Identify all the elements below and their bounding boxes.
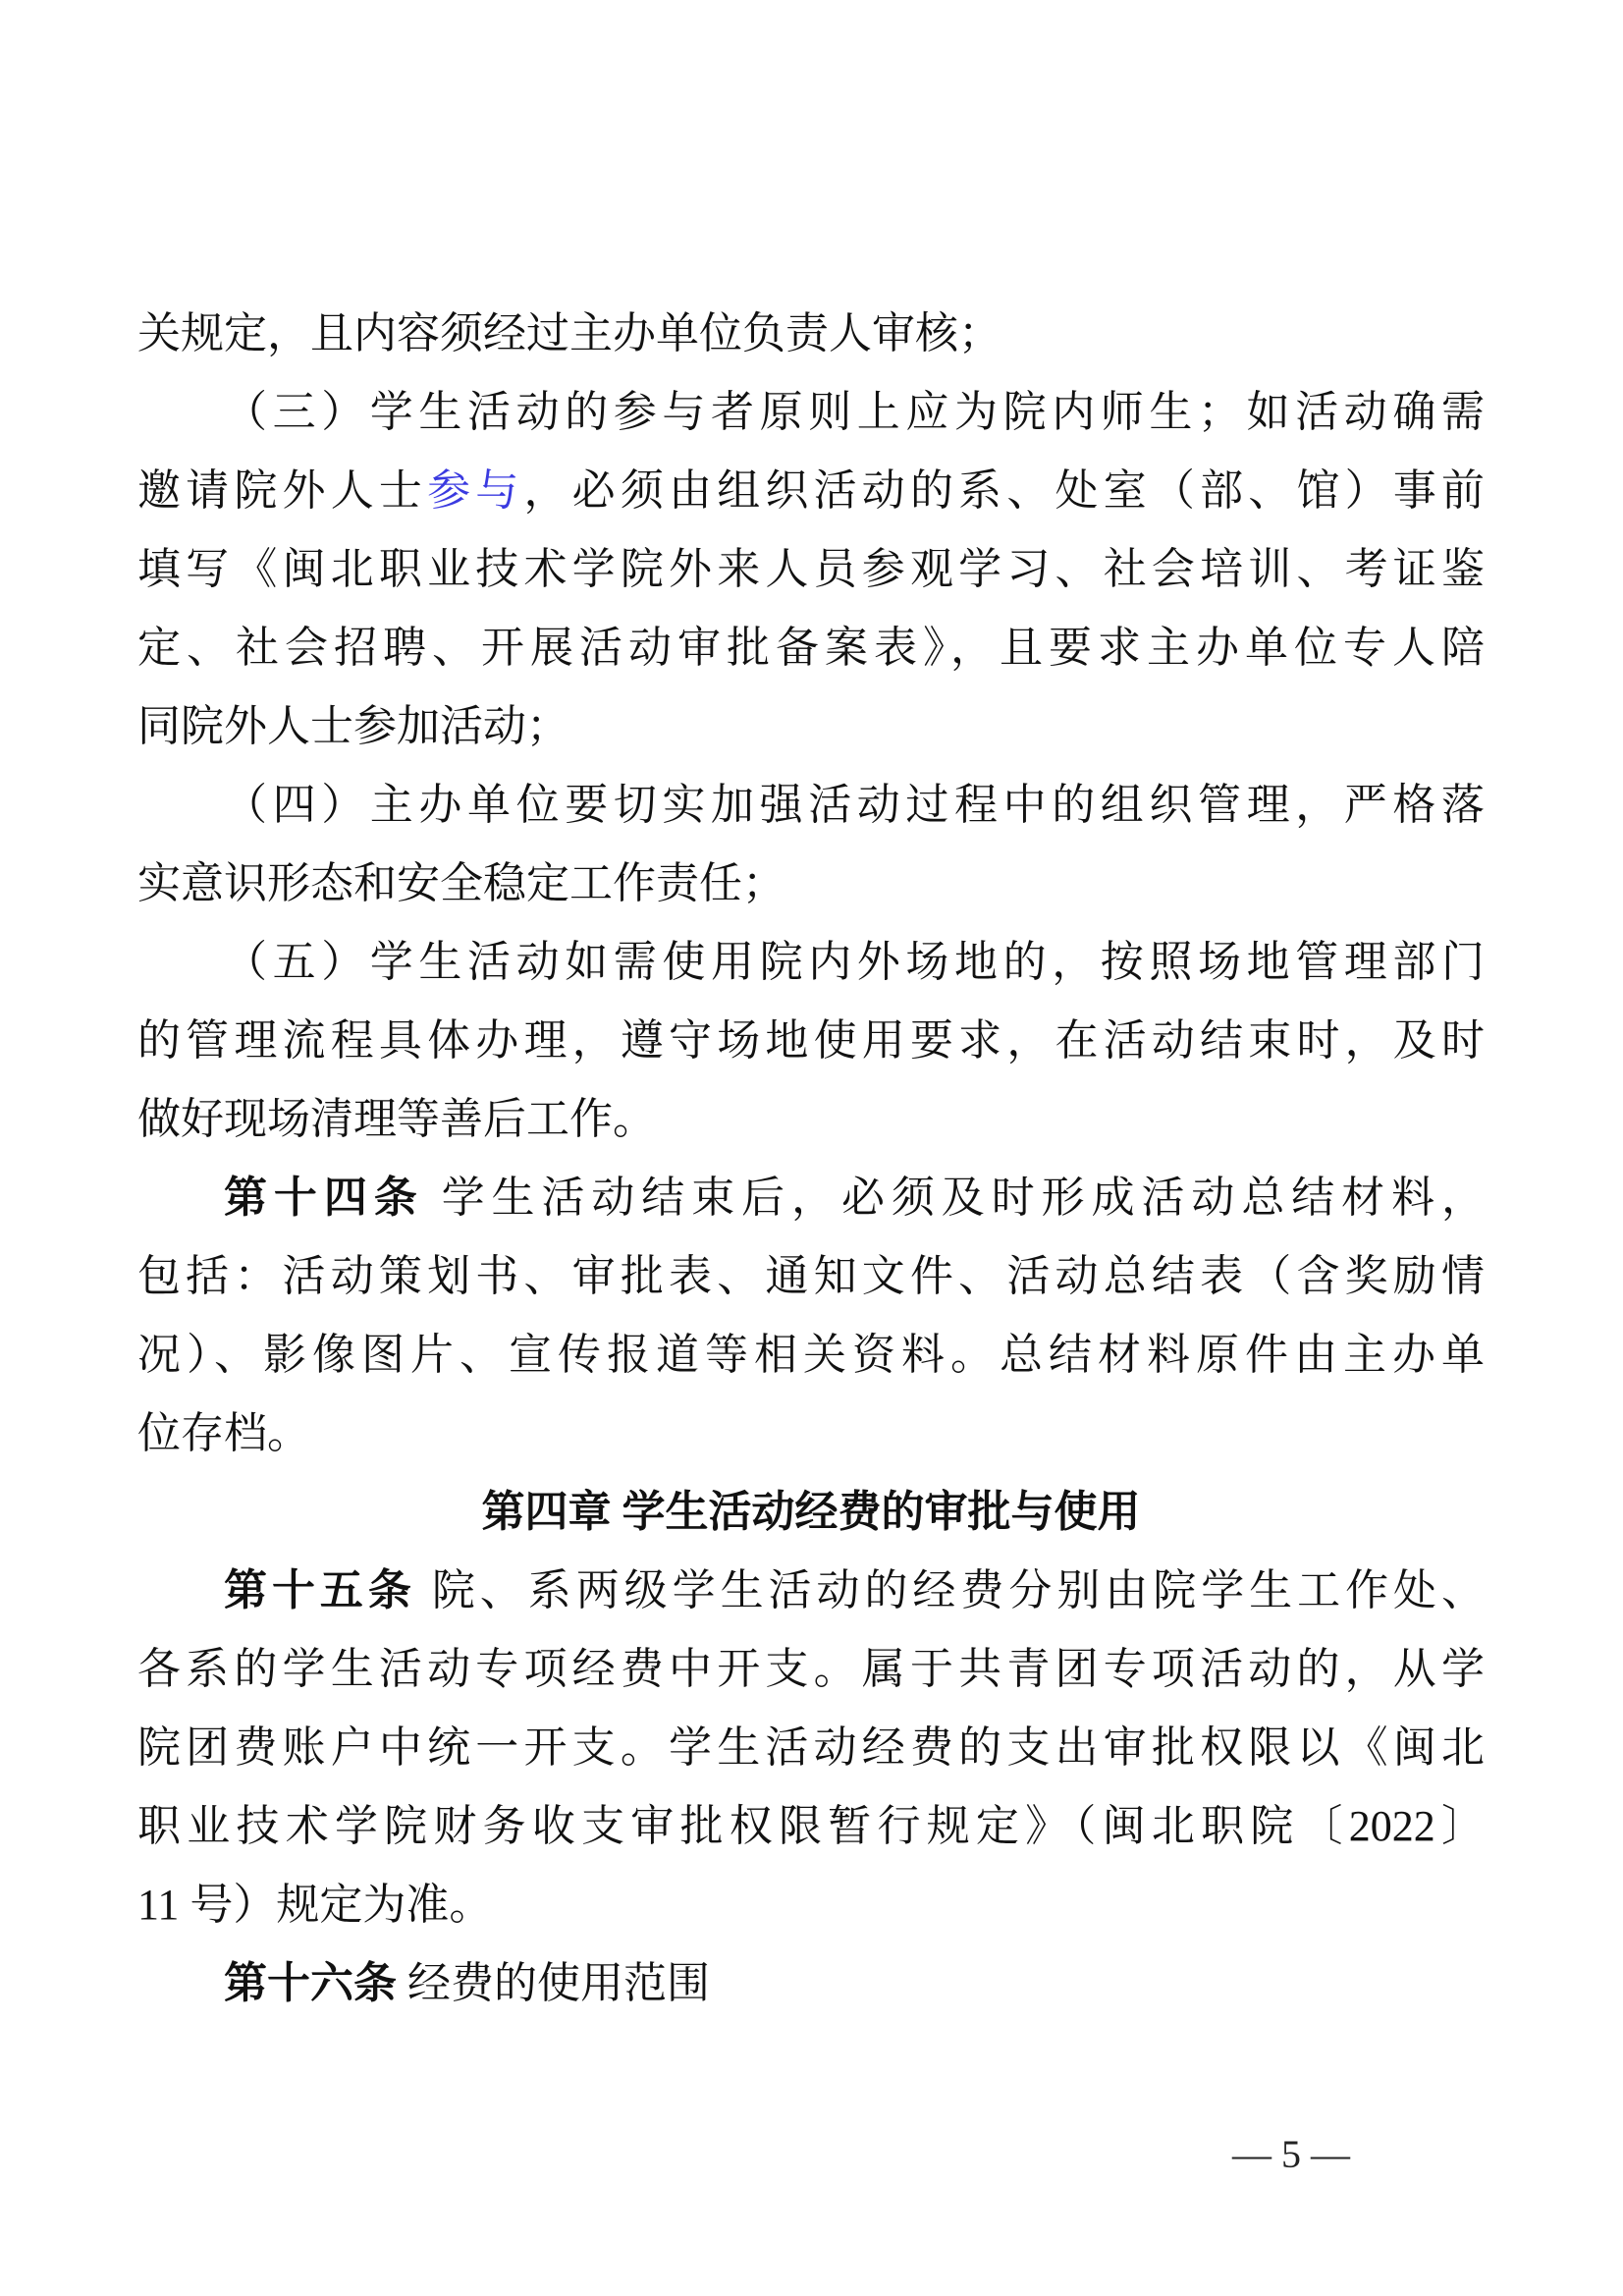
text-line-5: 定、社会招聘、开展活动审批备案表》，且要求主办单位专人陪 <box>137 624 1485 672</box>
article-number-15: 第十五条 <box>224 1566 416 1614</box>
text-line-11: 做好现场清理等善后工作。 <box>137 1095 656 1143</box>
text-line-14: 况）、影像图片、宣传报道等相关资料。总结材料原件由主办单 <box>137 1331 1485 1379</box>
text-line-20: 11 号）规定为准。 <box>137 1881 493 1929</box>
text-line-9: （五）学生活动如需使用院内外场地的，按照场地管理部门 <box>224 938 1485 986</box>
document-body <box>137 295 1485 2023</box>
text-line-21 <box>137 1944 1485 2023</box>
text-line-12-segment: 学生活动结束后，必须及时形成活动总结材料， <box>423 1174 1486 1222</box>
text-line-2: （三）学生活动的参与者原则上应为院内师生；如活动确需 <box>224 388 1485 436</box>
text-line-17: 各系的学生活动专项经费中开支。属于共青团专项活动的，从学 <box>137 1645 1485 1693</box>
article-number-14: 第十四条 <box>224 1174 424 1222</box>
text-line-16-segment: 院、系两级学生活动的经费分别由院学生工作处、 <box>415 1566 1486 1614</box>
text-line-18: 院团费账户中统一开支。学生活动经费的支出审批权限以《闽北 <box>137 1723 1485 1772</box>
text-line-3 <box>137 452 1485 530</box>
text-line-3-segment: 邀请院外人士 <box>137 466 428 515</box>
text-line-4: 填写《闽北职业技术学院外来人员参观学习、社会培训、考证鉴 <box>137 545 1485 593</box>
text-line-6: 同院外人士参加活动； <box>137 702 569 750</box>
text-line-3-segment: ，必须由组织活动的系、处室（部、馆）事前 <box>523 466 1486 515</box>
text-line-21-segment: 经费的使用范围 <box>397 1959 710 2007</box>
text-line-19: 职业技术学院财务收支审批权限暂行规定》（闽北职院〔2022〕 <box>137 1802 1485 1850</box>
inline-link[interactable]: 参与 <box>427 466 524 515</box>
text-line-15: 位存档。 <box>137 1409 310 1457</box>
text-line-1: 关规定，且内容须经过主办单位负责人审核； <box>137 309 1001 357</box>
text-line-13: 包括：活动策划书、审批表、通知文件、活动总结表（含奖励情 <box>137 1252 1485 1300</box>
text-line-7: （四）主办单位要切实加强活动过程中的组织管理，严格落 <box>224 781 1485 829</box>
chapter-heading: 第四章 学生活动经费的审批与使用 <box>481 1488 1141 1536</box>
text-line-12 <box>137 1159 1485 1237</box>
text-line-8: 实意识形态和安全稳定工作责任； <box>137 859 785 907</box>
page-number: — 5 — <box>1232 2132 1350 2176</box>
text-line-16 <box>137 1552 1485 1630</box>
article-number-16: 第十六条 <box>224 1959 397 2007</box>
text-line-10: 的管理流程具体办理，遵守场地使用要求，在活动结束时，及时 <box>137 1016 1485 1065</box>
